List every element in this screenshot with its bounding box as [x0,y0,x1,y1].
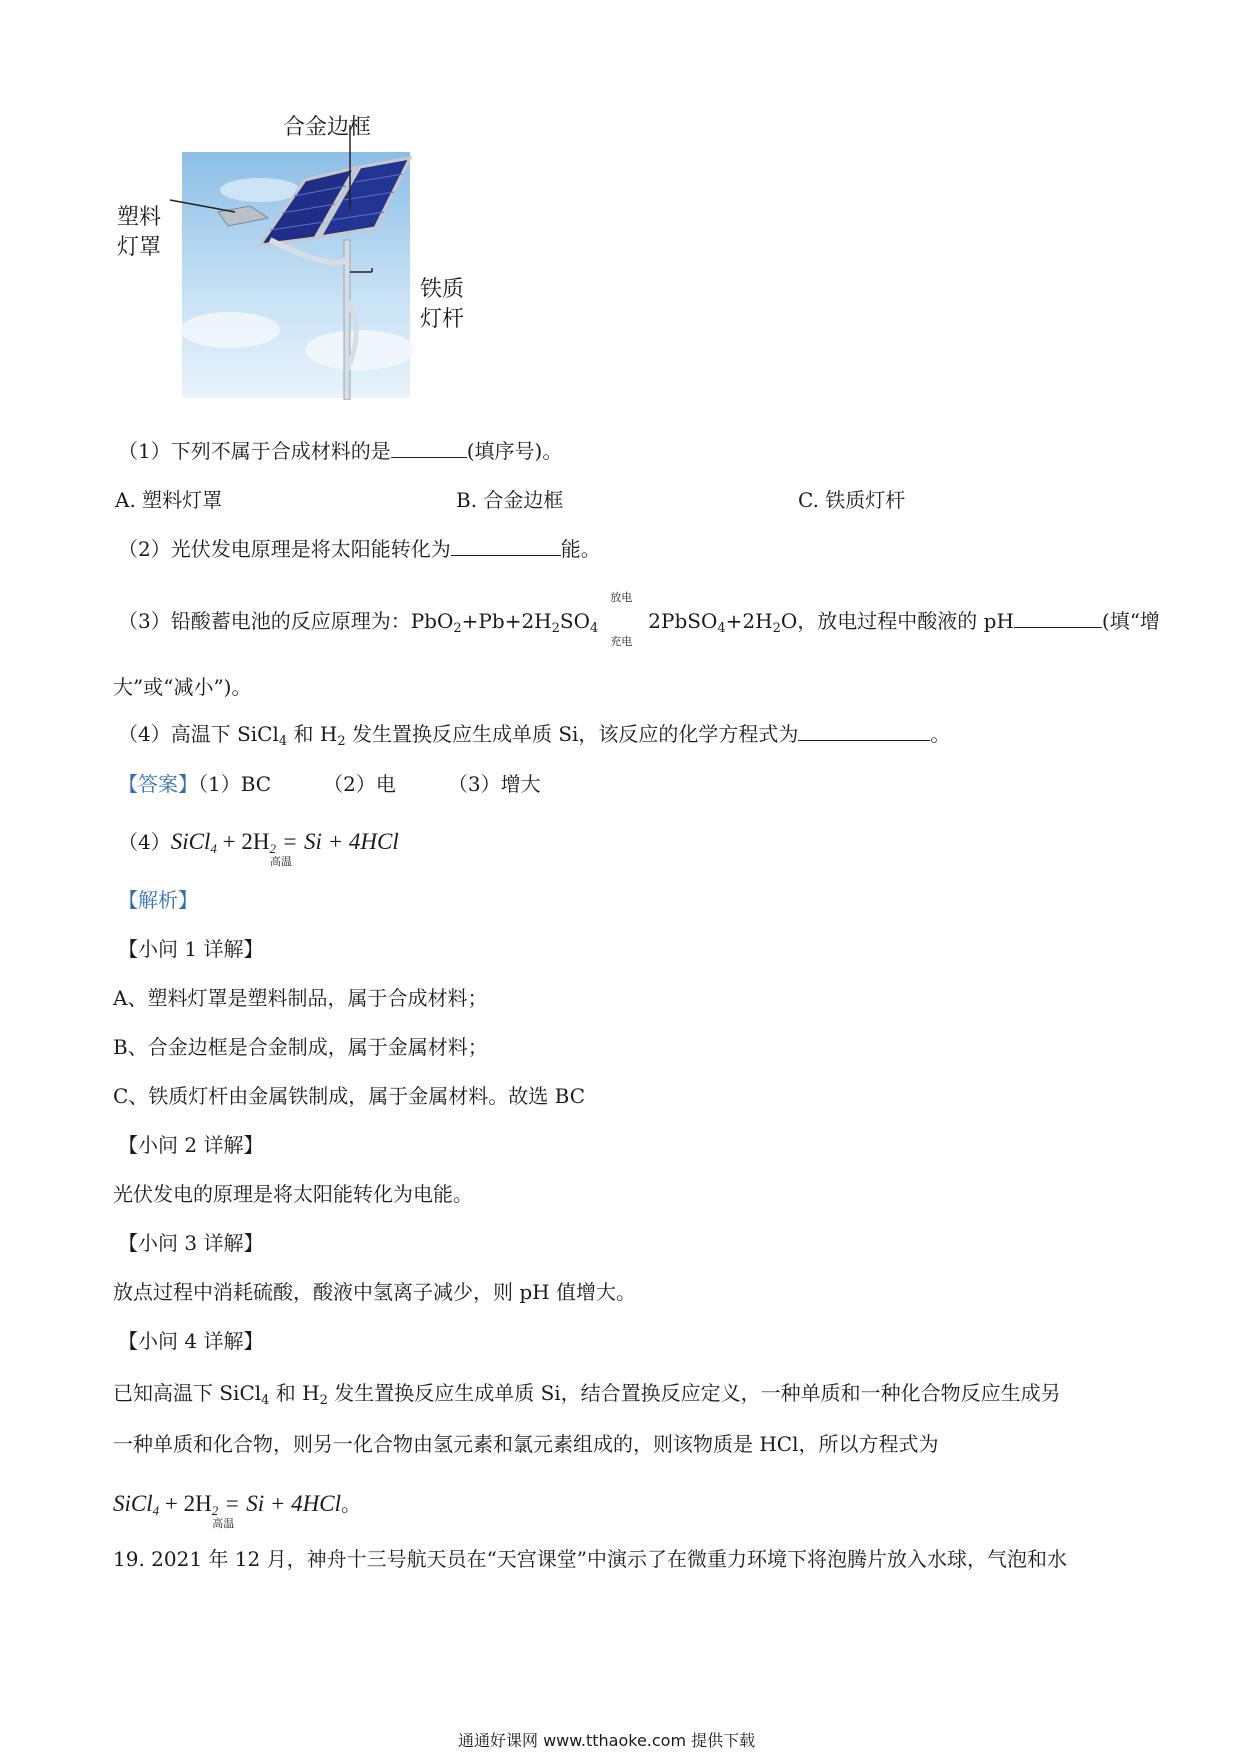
eq-lhs-1: SiCl [170,829,211,854]
solar-lamp-figure [110,100,510,400]
answer-4-prefix: （4） [118,830,171,854]
q3-sub-2: 2 [551,621,560,636]
sub-question-4-heading: 【小问 4 详解】 [118,1329,264,1353]
analysis-1c: C、铁质灯杆由金属铁制成，属于金属材料。故选 BC [113,1084,586,1108]
q3-text-7: (填“增 [1101,609,1160,633]
eq-plus: + 2H [216,829,270,854]
q3-sub-5: 2 [772,621,781,636]
answer-1: （1）BC [198,772,272,796]
label-iron-pole-1: 铁质 [420,277,465,302]
a4a-text-2: 和 H [269,1381,320,1405]
solar-lamp-illustration [110,100,510,400]
answer-tag: 【答案】 [118,772,198,796]
q3-sub-3: 4 [590,621,599,636]
answer-3: （3）增大 [447,772,541,796]
analysis-4b: 一种单质和化合物，则另一化合物由氢元素和氯元素组成的，则该物质是 HCl，所以方程式为 [113,1432,939,1456]
equation-analysis [113,1491,341,1530]
analysis-3: 放点过程中消耗硫酸，酸液中氢离子减少，则 pH 值增大。 [113,1280,636,1304]
q2-blank [451,537,561,556]
eq2-condition: 高温 [212,1517,235,1530]
q1-suffix: (填序号)。 [466,439,563,463]
q4-blank [798,722,930,741]
analysis-1b: B、合金边框是合金制成，属于金属材料； [113,1035,488,1059]
analysis-2: 光伏发电的原理是将太阳能转化为电能。 [113,1182,473,1206]
eq-condition: 高温 [269,855,292,868]
q4-text-2: 和 H [287,722,338,746]
q2-text: （2）光伏发电原理是将太阳能转化为 [118,537,451,561]
question-2 [118,533,601,562]
arrow-bottom-label: 充电 [610,634,633,648]
sub-question-2-heading: 【小问 2 详解】 [118,1133,264,1157]
a4a-sub-2: 2 [319,1393,328,1408]
q3-text-6: O，放电过程中酸液的 pH [780,609,1014,633]
equation-answer [170,829,399,868]
label-alloy-frame: 合金边框 [283,115,372,140]
analysis-1a: A、塑料灯罩是塑料制品，属于合成材料； [113,986,488,1010]
eq2-rhs: Si + 4HCl [246,1491,341,1516]
eq-rhs: Si + 4HCl [303,829,399,854]
a4a-text-1: 已知高温下 SiCl [113,1381,262,1405]
q4-text-1: （4）高温下 SiCl [118,722,279,746]
eq-sign: = [283,829,297,854]
reversible-arrow [598,590,648,648]
page-footer: 通通好课网 www.tthaoke.com 提供下载 [458,1731,756,1750]
option-b: B. 合金边框 [456,488,564,512]
question-3 [118,590,1160,648]
question-19: 19. 2021 年 12 月，神舟十三号航天员在“天宫课堂”中演示了在微重力环境下将泡腾片放入水球，气泡和水 [113,1547,1068,1571]
q4-sub-1: 4 [278,734,288,749]
sub-question-3-heading: 【小问 3 详解】 [118,1231,264,1255]
analysis-4c [113,1488,361,1530]
sub-question-1-heading: 【小问 1 详解】 [118,937,264,961]
question-1 [118,435,562,464]
question-3-line-2: 大”或“减小”)。 [113,675,252,699]
q3-text-1: （3）铅酸蓄电池的反应原理为：PbO [118,609,454,633]
answer-2: （2）电 [323,772,396,796]
q3-blank [1014,609,1102,628]
eq2-lhs-1-sub: 4 [152,1503,160,1518]
option-c: C. 铁质灯杆 [798,488,906,512]
q3-text-3: SO [559,609,591,633]
eq2-lhs-2-sub: 2 [211,1503,219,1518]
q4-text-4: 。 [930,722,951,746]
label-plastic-cover-2: 灯罩 [117,235,162,260]
eq2-sign: = [225,1491,239,1516]
analysis-tag: 【解析】 [118,888,198,912]
a4a-sub-1: 4 [261,1393,270,1408]
question-4 [118,718,950,749]
answer-line [118,768,541,797]
q3-text-5: +2H [725,609,773,633]
eq2-lhs-1: SiCl [113,1491,153,1516]
q4-sub-2: 2 [337,734,346,749]
q4-text-3: 发生置换反应生成单质 Si，该反应的化学方程式为 [345,722,799,746]
eq-lhs-2-sub: 2 [269,841,276,856]
answer-4 [118,826,399,868]
eq-lhs-1-sub: 4 [210,841,217,856]
q3-text-2: +Pb+2H [461,609,552,633]
arrow-top-label: 放电 [610,590,633,604]
q2-suffix: 能。 [560,537,601,561]
q1-blank [391,439,467,458]
q1-text: （1）下列不属于合成材料的是 [118,439,391,463]
label-plastic-cover-1: 塑料 [117,205,162,230]
q3-sub-1: 2 [453,621,462,636]
q3-sub-4: 4 [717,621,726,636]
eq2-plus: + 2H [159,1491,212,1516]
q3-text-4: 2PbSO [648,609,718,633]
option-a: A. 塑料灯罩 [115,488,223,512]
a4a-text-3: 发生置换反应生成单质 Si，结合置换反应定义，一种单质和一种化合物反应生成另 [327,1381,1061,1405]
a4c-end: 。 [340,1492,361,1516]
analysis-4a [113,1377,1061,1408]
label-iron-pole-2: 灯杆 [420,307,465,332]
